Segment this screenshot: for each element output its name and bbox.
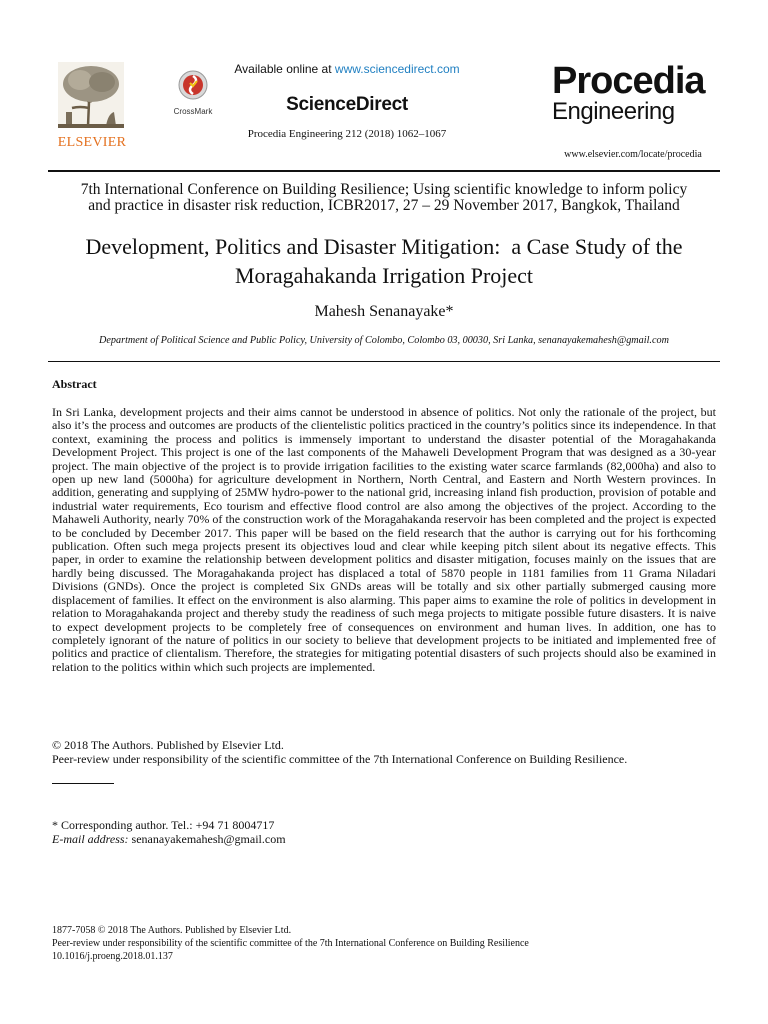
copyright-notice: © 2018 The Authors. Published by Elsevier Ltd. [52,738,284,752]
crossmark-badge[interactable] [162,70,224,116]
footnote [52,818,716,846]
conference-line-2: and practice in disaster risk reduction, ICBR2017, 27 – 29 November 2017, Bangkok, Thailand [88,197,680,214]
paper-title-line-1: Development, Politics and Disaster Mitigation: a Case Study of the [85,234,683,259]
issn-line: 1877-7058 © 2018 The Authors. Published by Elsevier Ltd. [52,925,292,936]
sciencedirect-title: ScienceDirect [286,94,408,115]
elsevier-logo [52,62,132,150]
journal-reference: Procedia Engineering 212 (2018) 1062–1067 [247,128,447,140]
header-divider [48,170,720,172]
abstract-divider [48,361,720,362]
sciencedirect-link[interactable]: www.sciencedirect.com [334,62,460,76]
publication-footer [52,924,716,963]
peer-review-notice: Peer-review under responsibility of the scientific committee of the 7th International Conference on Building Resilience. [52,752,628,766]
engineering-wordmark: Engineering [552,98,675,125]
email-line [52,832,716,846]
crossmark-label: CrossMark [173,107,213,116]
author-affiliation: Department of Political Science and Public Policy, University of Colombo, Colombo 03, 00030, Sri Lanka, senanayakemahesh@gmail.com [99,335,669,346]
conference-info [40,182,728,214]
available-prefix: Available online at [234,62,335,76]
email-address[interactable]: senanayakemahesh@gmail.com [128,832,286,846]
abstract-body: In Sri Lanka, development projects and their aims cannot be understood in absence of politics. Not only the rationale of the project, but also it’s the process and outcomes are products of the clientelistic politics practiced in the country’s politics since its independence. In that context, examining the process and politics is immensely important to understand the disaster potential of the Moragahakanda Development Project. This project is one of the last components of the Mahaweli Development Program that was designed as a 30-year project. The main objective of the project is to provide irrigation facilities to the existing water scarce farmlands (82,000ha) and also to open up new land (5000ha) for agriculture development in Northern, North Central, and Eastern and North Western provinces. In addition, generating and supplying of 25MW hydro-power to the national grid, increasing inland fish production, provision of potable and industrial water requirements, Eco tourism and effective flood control are also among the objectives of the project. According to the Mahaweli Authority, nearly 70% of the construction work of the Moragahakanda reservoir has been completed and the project is expected to be concluded by December 2017. This paper will be based on the field research that the author is carrying out for his forthcoming publication. Often such mega projects present its objectives loud and clear while keeping pitch silent about its negative effects. This paper, in order to examine the relationship between development politics and disaster mitigation, focuses mainly on the issues that are hardly being discussed. The Moragahakanda project has displaced a total of 5870 people in 1181 families from 11 Grama Niladari Divisions (GNDs). Once the project is completed Six GNDs areas will be totally and six other partially submerged causing more displacement of families. It effect on the environment is also alarming. This paper aims to examine the role of politics in development in relation to Moragahakanda project and thereby study the readiness of such mega projects to mitigate possible future disasters. It is naive to expect development projects to be completely free of consequences on environment and human lives. In addition, one has to completely ignorant of the nature of politics in our society to believe that development projects to be initiated and implemented free of politics and practice of clientalism. Therefore, the strategies for mitigating potential disasters of such projects should also be examined in relation to the politics within which such projects are implemented. [52,405,716,674]
abstract-heading: Abstract [52,377,97,391]
corresponding-author: * Corresponding author. Tel.: +94 71 8004717 [52,818,275,832]
procedia-wordmark: Procedia [552,60,705,102]
email-label: E-mail address: [52,832,129,846]
copyright-block [52,738,716,766]
elsevier-tree-icon [58,62,124,128]
procedia-logo [552,60,722,125]
journal-url[interactable]: www.elsevier.com/locate/procedia [564,149,702,160]
conference-line-1: 7th International Conference on Building Resilience; Using scientific knowledge to inform policy [80,181,688,198]
author-name: Mahesh Senanayake* [314,303,454,320]
elsevier-wordmark: ELSEVIER [57,135,127,150]
available-online [222,62,472,76]
paper-title-line-2: Moragahakanda Irrigation Project [234,263,534,288]
footer-peer-review: Peer-review under responsibility of the scientific committee of the 7th International Conference on Building Resilience [52,938,529,949]
footnote-divider [52,783,114,784]
crossmark-icon [178,70,208,100]
doi-line[interactable]: 10.1016/j.proeng.2018.01.137 [52,951,173,962]
paper-title [40,232,728,290]
